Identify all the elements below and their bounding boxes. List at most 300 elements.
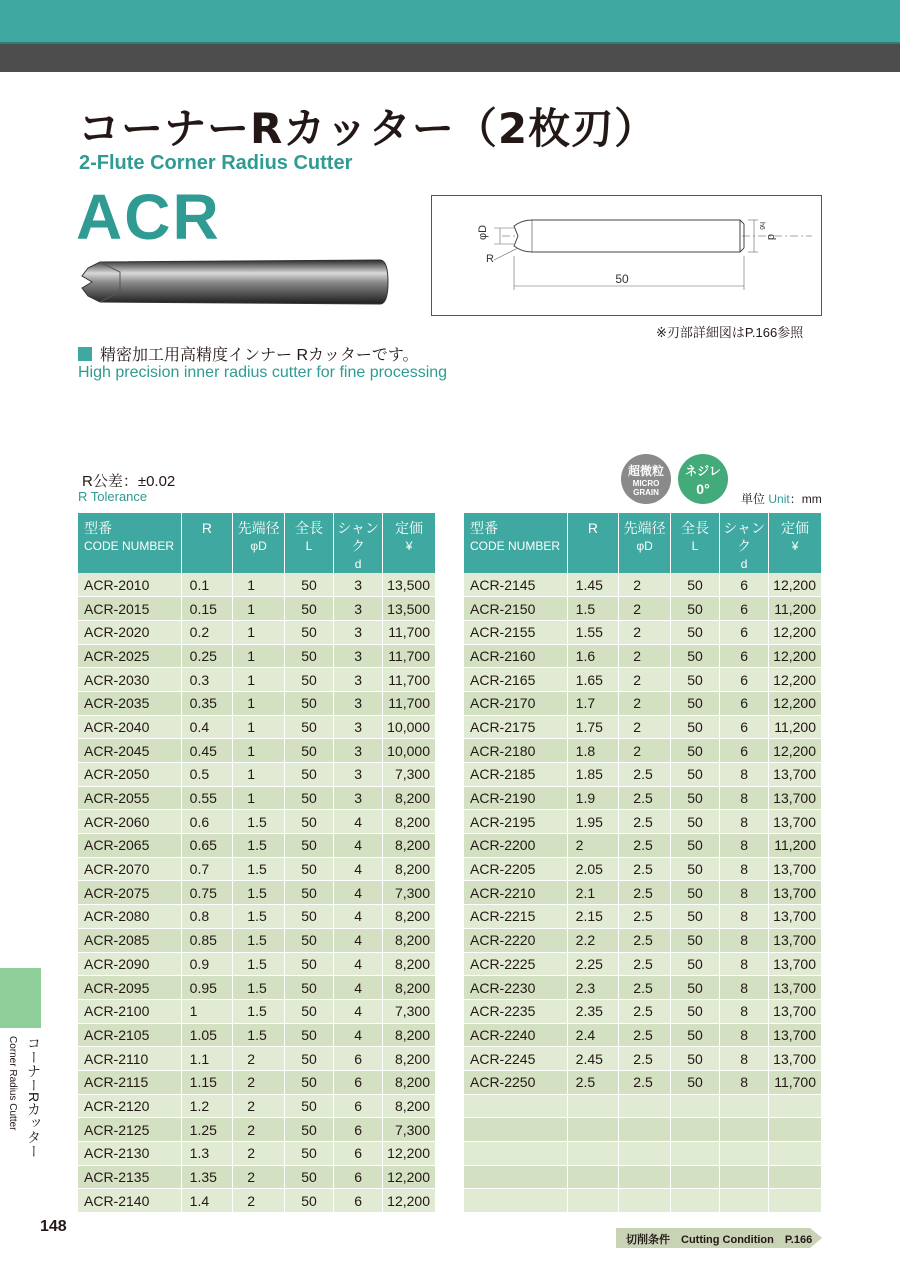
header-tip-diameter: 先端径 φD <box>233 513 285 573</box>
cell-shank: 4 <box>334 928 383 952</box>
cell-shank: 6 <box>334 1142 383 1166</box>
table-row <box>78 597 436 621</box>
cell-length <box>670 1165 719 1189</box>
cell-code: ACR-2245 <box>464 1047 567 1071</box>
cell-tip-diameter: 2.5 <box>619 999 671 1023</box>
cell-price <box>769 1094 822 1118</box>
cell-r: 0.4 <box>181 715 233 739</box>
cell-length: 50 <box>284 881 333 905</box>
cell-tip-diameter: 2 <box>619 691 671 715</box>
cell-r: 1.4 <box>181 1189 233 1213</box>
cell-r: 1.95 <box>567 810 619 834</box>
cell-price: 8,200 <box>383 952 436 976</box>
helix-value: 0° <box>696 481 710 497</box>
cell-shank: 8 <box>720 1023 769 1047</box>
cell-r: 0.85 <box>181 928 233 952</box>
cell-price: 8,200 <box>383 1070 436 1094</box>
cell-r: 1.8 <box>567 739 619 763</box>
cell-price: 11,700 <box>383 644 436 668</box>
table-row <box>464 1023 822 1047</box>
cell-length <box>670 1118 719 1142</box>
cell-length: 50 <box>670 834 719 858</box>
cell-r: 2.15 <box>567 905 619 929</box>
feature-jp <box>78 342 419 365</box>
cell-tip-diameter: 2.5 <box>619 928 671 952</box>
cell-code: ACR-2040 <box>78 715 181 739</box>
cell-length: 50 <box>284 1165 333 1189</box>
table-row <box>464 1165 822 1189</box>
cell-code: ACR-2150 <box>464 597 567 621</box>
cell-tip-diameter <box>619 1118 671 1142</box>
header-r: R <box>181 513 233 573</box>
cell-code: ACR-2175 <box>464 715 567 739</box>
cell-shank: 4 <box>334 999 383 1023</box>
cell-code: ACR-2070 <box>78 857 181 881</box>
cell-r: 2.1 <box>567 881 619 905</box>
cell-tip-diameter: 2.5 <box>619 857 671 881</box>
cell-tip-diameter: 1.5 <box>233 999 285 1023</box>
cell-r <box>567 1118 619 1142</box>
cell-code: ACR-2075 <box>78 881 181 905</box>
cell-length <box>670 1142 719 1166</box>
cell-code: ACR-2035 <box>78 691 181 715</box>
cell-length: 50 <box>284 928 333 952</box>
cell-tip-diameter: 2 <box>619 573 671 597</box>
tolerance-jp: R公差：±0.02 <box>82 473 176 490</box>
cell-r: 0.9 <box>181 952 233 976</box>
cell-code: ACR-2050 <box>78 763 181 787</box>
header-tip-diameter: 先端径 φD <box>619 513 671 573</box>
cell-code: ACR-2155 <box>464 620 567 644</box>
cell-length: 50 <box>284 691 333 715</box>
cell-r: 1.45 <box>567 573 619 597</box>
table-row <box>464 739 822 763</box>
cell-tip-diameter: 1.5 <box>233 905 285 929</box>
cell-price: 11,700 <box>383 691 436 715</box>
cell-r: 1.9 <box>567 786 619 810</box>
table-row <box>464 905 822 929</box>
cell-tip-diameter: 2 <box>619 597 671 621</box>
cell-r: 0.2 <box>181 620 233 644</box>
micro-grain-en-1: MICRO <box>632 479 660 488</box>
cell-tip-diameter: 2.5 <box>619 763 671 787</box>
cell-price: 8,200 <box>383 928 436 952</box>
cell-shank: 3 <box>334 573 383 597</box>
cell-price: 8,200 <box>383 786 436 810</box>
cell-shank: 8 <box>720 810 769 834</box>
cell-length: 50 <box>670 668 719 692</box>
cell-r <box>567 1165 619 1189</box>
cell-tip-diameter: 2 <box>619 668 671 692</box>
feature-jp-text: 精密加工用高精度インナー Rカッターです。 <box>100 347 419 364</box>
cell-length: 50 <box>284 810 333 834</box>
cell-price: 11,700 <box>383 668 436 692</box>
cell-code: ACR-2140 <box>78 1189 181 1213</box>
cell-code: ACR-2090 <box>78 952 181 976</box>
micro-grain-badge <box>621 454 671 504</box>
cell-length: 50 <box>670 620 719 644</box>
cell-price: 12,200 <box>769 668 822 692</box>
cell-length: 50 <box>284 763 333 787</box>
table-row <box>464 1118 822 1142</box>
cell-r: 2.4 <box>567 1023 619 1047</box>
cell-r: 1.75 <box>567 715 619 739</box>
table-row <box>464 999 822 1023</box>
cell-tip-diameter: 1 <box>233 620 285 644</box>
cell-shank <box>720 1189 769 1213</box>
table-row <box>464 952 822 976</box>
cell-tip-diameter: 2 <box>233 1189 285 1213</box>
cell-code: ACR-2225 <box>464 952 567 976</box>
cell-tip-diameter: 1 <box>233 739 285 763</box>
cell-r: 0.75 <box>181 881 233 905</box>
cell-shank: 6 <box>720 644 769 668</box>
cell-shank: 6 <box>720 691 769 715</box>
cell-shank: 3 <box>334 691 383 715</box>
table-row <box>464 1189 822 1213</box>
cell-length: 50 <box>284 786 333 810</box>
cell-tip-diameter: 2 <box>233 1094 285 1118</box>
cell-shank: 4 <box>334 1023 383 1047</box>
cell-tip-diameter <box>619 1165 671 1189</box>
cell-length: 50 <box>284 905 333 929</box>
cell-length: 50 <box>284 1189 333 1213</box>
cell-tip-diameter: 1.5 <box>233 928 285 952</box>
cell-tip-diameter: 2.5 <box>619 834 671 858</box>
cell-shank: 3 <box>334 763 383 787</box>
cell-code: ACR-2020 <box>78 620 181 644</box>
cell-r: 1.1 <box>181 1047 233 1071</box>
unit-en: Unit <box>768 492 790 506</box>
cell-shank: 6 <box>720 597 769 621</box>
cell-tip-diameter: 2.5 <box>619 881 671 905</box>
cell-r: 1.15 <box>181 1070 233 1094</box>
header-shank: シャンク d <box>334 513 383 573</box>
cell-r: 2.35 <box>567 999 619 1023</box>
cell-shank: 8 <box>720 1070 769 1094</box>
cell-r: 1.3 <box>181 1142 233 1166</box>
table-row <box>464 976 822 1000</box>
cell-shank: 3 <box>334 644 383 668</box>
cell-code: ACR-2205 <box>464 857 567 881</box>
cell-tip-diameter: 1.5 <box>233 881 285 905</box>
cell-r: 2.25 <box>567 952 619 976</box>
table-row <box>78 1023 436 1047</box>
cell-price: 11,700 <box>383 620 436 644</box>
table-row <box>78 928 436 952</box>
cell-length: 50 <box>670 881 719 905</box>
cell-price: 8,200 <box>383 1023 436 1047</box>
cell-price: 12,200 <box>769 573 822 597</box>
cell-tip-diameter: 1 <box>233 597 285 621</box>
cutting-condition-link[interactable] <box>616 1228 822 1248</box>
cell-code: ACR-2145 <box>464 573 567 597</box>
table-row <box>464 881 822 905</box>
cell-length: 50 <box>284 834 333 858</box>
cell-tip-diameter: 2.5 <box>619 810 671 834</box>
table-row <box>464 644 822 668</box>
cell-price <box>769 1142 822 1166</box>
cell-code: ACR-2235 <box>464 999 567 1023</box>
cell-code: ACR-2190 <box>464 786 567 810</box>
cell-code: ACR-2060 <box>78 810 181 834</box>
cell-shank: 6 <box>334 1165 383 1189</box>
table-row <box>78 763 436 787</box>
cell-length: 50 <box>284 1070 333 1094</box>
cell-price: 10,000 <box>383 739 436 763</box>
cell-shank <box>720 1142 769 1166</box>
spec-table-left <box>78 513 436 1213</box>
header-code: 型番 CODE NUMBER <box>78 513 181 573</box>
cell-length: 50 <box>284 857 333 881</box>
table-row <box>78 999 436 1023</box>
cell-tip-diameter: 2.5 <box>619 1047 671 1071</box>
table-header-row <box>464 513 822 573</box>
cell-tip-diameter: 2.5 <box>619 952 671 976</box>
cell-price: 8,200 <box>383 905 436 929</box>
cell-length: 50 <box>670 573 719 597</box>
cell-r: 0.95 <box>181 976 233 1000</box>
cell-tip-diameter: 2 <box>619 739 671 763</box>
cell-length: 50 <box>670 1023 719 1047</box>
cell-code: ACR-2165 <box>464 668 567 692</box>
cell-length <box>670 1189 719 1213</box>
cell-price: 13,700 <box>769 1047 822 1071</box>
cell-shank: 4 <box>334 857 383 881</box>
side-label-en: Corner Radius Cutter <box>7 1036 18 1131</box>
cell-price: 7,300 <box>383 881 436 905</box>
cell-r: 2.05 <box>567 857 619 881</box>
cell-shank: 3 <box>334 739 383 763</box>
cell-code <box>464 1094 567 1118</box>
cell-shank: 6 <box>720 668 769 692</box>
cell-shank: 3 <box>334 715 383 739</box>
table-row <box>78 857 436 881</box>
table-row <box>464 715 822 739</box>
cell-tip-diameter: 1.5 <box>233 976 285 1000</box>
unit-jp: 単位 <box>741 492 766 506</box>
cell-price: 12,200 <box>769 691 822 715</box>
cell-shank: 4 <box>334 881 383 905</box>
cell-code: ACR-2215 <box>464 905 567 929</box>
cell-tip-diameter: 2.5 <box>619 905 671 929</box>
cell-code: ACR-2240 <box>464 1023 567 1047</box>
cell-r <box>567 1142 619 1166</box>
cell-length: 50 <box>670 597 719 621</box>
cell-price: 13,500 <box>383 597 436 621</box>
cell-code: ACR-2160 <box>464 644 567 668</box>
cell-shank: 8 <box>720 857 769 881</box>
cell-shank: 8 <box>720 928 769 952</box>
cell-length: 50 <box>670 786 719 810</box>
cell-tip-diameter: 2 <box>619 644 671 668</box>
helix-label: ネジレ <box>685 464 721 478</box>
cell-shank: 8 <box>720 834 769 858</box>
cell-length: 50 <box>284 1023 333 1047</box>
cell-r: 1.6 <box>567 644 619 668</box>
cell-shank: 8 <box>720 763 769 787</box>
cell-r: 2.2 <box>567 928 619 952</box>
cell-length <box>670 1094 719 1118</box>
cell-price: 8,200 <box>383 976 436 1000</box>
cell-length: 50 <box>284 573 333 597</box>
length-dimension: 50 <box>615 272 629 286</box>
header-code: 型番 CODE NUMBER <box>464 513 567 573</box>
cell-shank: 6 <box>334 1189 383 1213</box>
cell-code: ACR-2220 <box>464 928 567 952</box>
cell-price: 11,200 <box>769 834 822 858</box>
cell-length: 50 <box>670 763 719 787</box>
unit-label <box>741 490 822 507</box>
cell-price: 13,700 <box>769 810 822 834</box>
cell-code: ACR-2120 <box>78 1094 181 1118</box>
page-title-jp: コーナーRカッター（2枚刃） <box>78 104 658 153</box>
cell-length: 50 <box>670 976 719 1000</box>
cell-length: 50 <box>284 952 333 976</box>
cell-price: 13,700 <box>769 905 822 929</box>
spec-table-right <box>464 513 822 1213</box>
cell-price: 12,200 <box>769 620 822 644</box>
cell-tip-diameter: 2 <box>619 715 671 739</box>
cell-shank: 4 <box>334 810 383 834</box>
cell-length: 50 <box>284 999 333 1023</box>
reference-note: ※刃部詳細図はP.166参照 <box>656 325 804 340</box>
cell-tip-diameter: 1.5 <box>233 1023 285 1047</box>
cell-price: 13,500 <box>383 573 436 597</box>
cell-shank: 4 <box>334 834 383 858</box>
cell-length: 50 <box>284 715 333 739</box>
table-row <box>464 834 822 858</box>
cell-code: ACR-2170 <box>464 691 567 715</box>
cell-length: 50 <box>670 857 719 881</box>
cell-tip-diameter: 2.5 <box>619 786 671 810</box>
cell-price: 12,200 <box>383 1165 436 1189</box>
cell-length: 50 <box>284 739 333 763</box>
cell-length: 50 <box>670 905 719 929</box>
cell-shank: 4 <box>334 905 383 929</box>
table-row <box>464 810 822 834</box>
cell-code: ACR-2200 <box>464 834 567 858</box>
cell-shank: 6 <box>720 620 769 644</box>
cell-shank: 6 <box>720 739 769 763</box>
cell-code: ACR-2115 <box>78 1070 181 1094</box>
header-band-gray <box>0 42 900 72</box>
cell-shank: 6 <box>334 1118 383 1142</box>
cell-shank: 8 <box>720 881 769 905</box>
cell-price: 13,700 <box>769 763 822 787</box>
cell-price <box>769 1189 822 1213</box>
cell-tip-diameter: 1 <box>233 786 285 810</box>
cell-r: 0.65 <box>181 834 233 858</box>
table-row <box>78 573 436 597</box>
cell-price <box>769 1118 822 1142</box>
cell-tip-diameter: 1 <box>233 763 285 787</box>
table-row <box>78 1094 436 1118</box>
page-title-en: 2-Flute Corner Radius Cutter <box>79 152 353 174</box>
cell-shank: 4 <box>334 952 383 976</box>
cell-shank: 8 <box>720 952 769 976</box>
shank-tolerance-label: h6 <box>758 222 765 230</box>
cell-length: 50 <box>284 644 333 668</box>
cell-code: ACR-2100 <box>78 999 181 1023</box>
micro-grain-jp: 超微粒 <box>627 464 664 478</box>
cell-code <box>464 1189 567 1213</box>
cell-r <box>567 1189 619 1213</box>
cell-r: 2 <box>567 834 619 858</box>
cell-tip-diameter: 1 <box>233 691 285 715</box>
cell-shank: 6 <box>334 1070 383 1094</box>
cell-code: ACR-2045 <box>78 739 181 763</box>
cell-r: 0.25 <box>181 644 233 668</box>
cell-r: 0.3 <box>181 668 233 692</box>
cell-r: 1.2 <box>181 1094 233 1118</box>
header-shank: シャンク d <box>720 513 769 573</box>
cell-price: 8,200 <box>383 857 436 881</box>
cell-tip-diameter: 2 <box>233 1118 285 1142</box>
cell-shank <box>720 1094 769 1118</box>
cell-tip-diameter: 2.5 <box>619 1023 671 1047</box>
cell-price: 13,700 <box>769 1023 822 1047</box>
cell-price: 13,700 <box>769 928 822 952</box>
cell-shank: 6 <box>334 1047 383 1071</box>
cell-length: 50 <box>670 1070 719 1094</box>
cell-tip-diameter <box>619 1142 671 1166</box>
cell-shank: 8 <box>720 1047 769 1071</box>
header-band-teal <box>0 0 900 42</box>
cutting-condition-label: 切削条件 Cutting Condition P.166 <box>626 1234 813 1246</box>
table-row <box>78 1189 436 1213</box>
cell-price: 11,200 <box>769 597 822 621</box>
cell-r: 1.05 <box>181 1023 233 1047</box>
table-row <box>78 905 436 929</box>
cell-price <box>769 1165 822 1189</box>
cell-price: 7,300 <box>383 1118 436 1142</box>
tip-diameter-label: φD <box>477 224 489 240</box>
cell-tip-diameter: 1 <box>233 668 285 692</box>
table-row <box>78 1047 436 1071</box>
table-row <box>78 976 436 1000</box>
cell-length: 50 <box>670 715 719 739</box>
cell-code <box>464 1118 567 1142</box>
cell-length: 50 <box>670 691 719 715</box>
cell-code: ACR-2125 <box>78 1118 181 1142</box>
cell-code: ACR-2185 <box>464 763 567 787</box>
cell-r: 1.85 <box>567 763 619 787</box>
cell-code: ACR-2085 <box>78 928 181 952</box>
feature-en: High precision inner radius cutter for fine processing <box>78 364 448 381</box>
cell-code: ACR-2105 <box>78 1023 181 1047</box>
cell-length: 50 <box>284 1047 333 1071</box>
section-side-tab <box>0 968 41 1028</box>
cell-shank: 3 <box>334 786 383 810</box>
cell-price: 8,200 <box>383 1047 436 1071</box>
product-code: ACR <box>76 181 221 253</box>
cell-tip-diameter: 2 <box>233 1070 285 1094</box>
cell-code: ACR-2130 <box>78 1142 181 1166</box>
cell-price: 12,200 <box>769 739 822 763</box>
cell-r: 0.7 <box>181 857 233 881</box>
table-row <box>464 928 822 952</box>
cell-r: 0.55 <box>181 786 233 810</box>
table-row <box>78 810 436 834</box>
cell-price: 13,700 <box>769 857 822 881</box>
cell-length: 50 <box>670 928 719 952</box>
cell-shank: 6 <box>334 1094 383 1118</box>
header-length: 全長 L <box>284 513 333 573</box>
table-row <box>78 691 436 715</box>
cell-tip-diameter <box>619 1094 671 1118</box>
table-row <box>78 834 436 858</box>
